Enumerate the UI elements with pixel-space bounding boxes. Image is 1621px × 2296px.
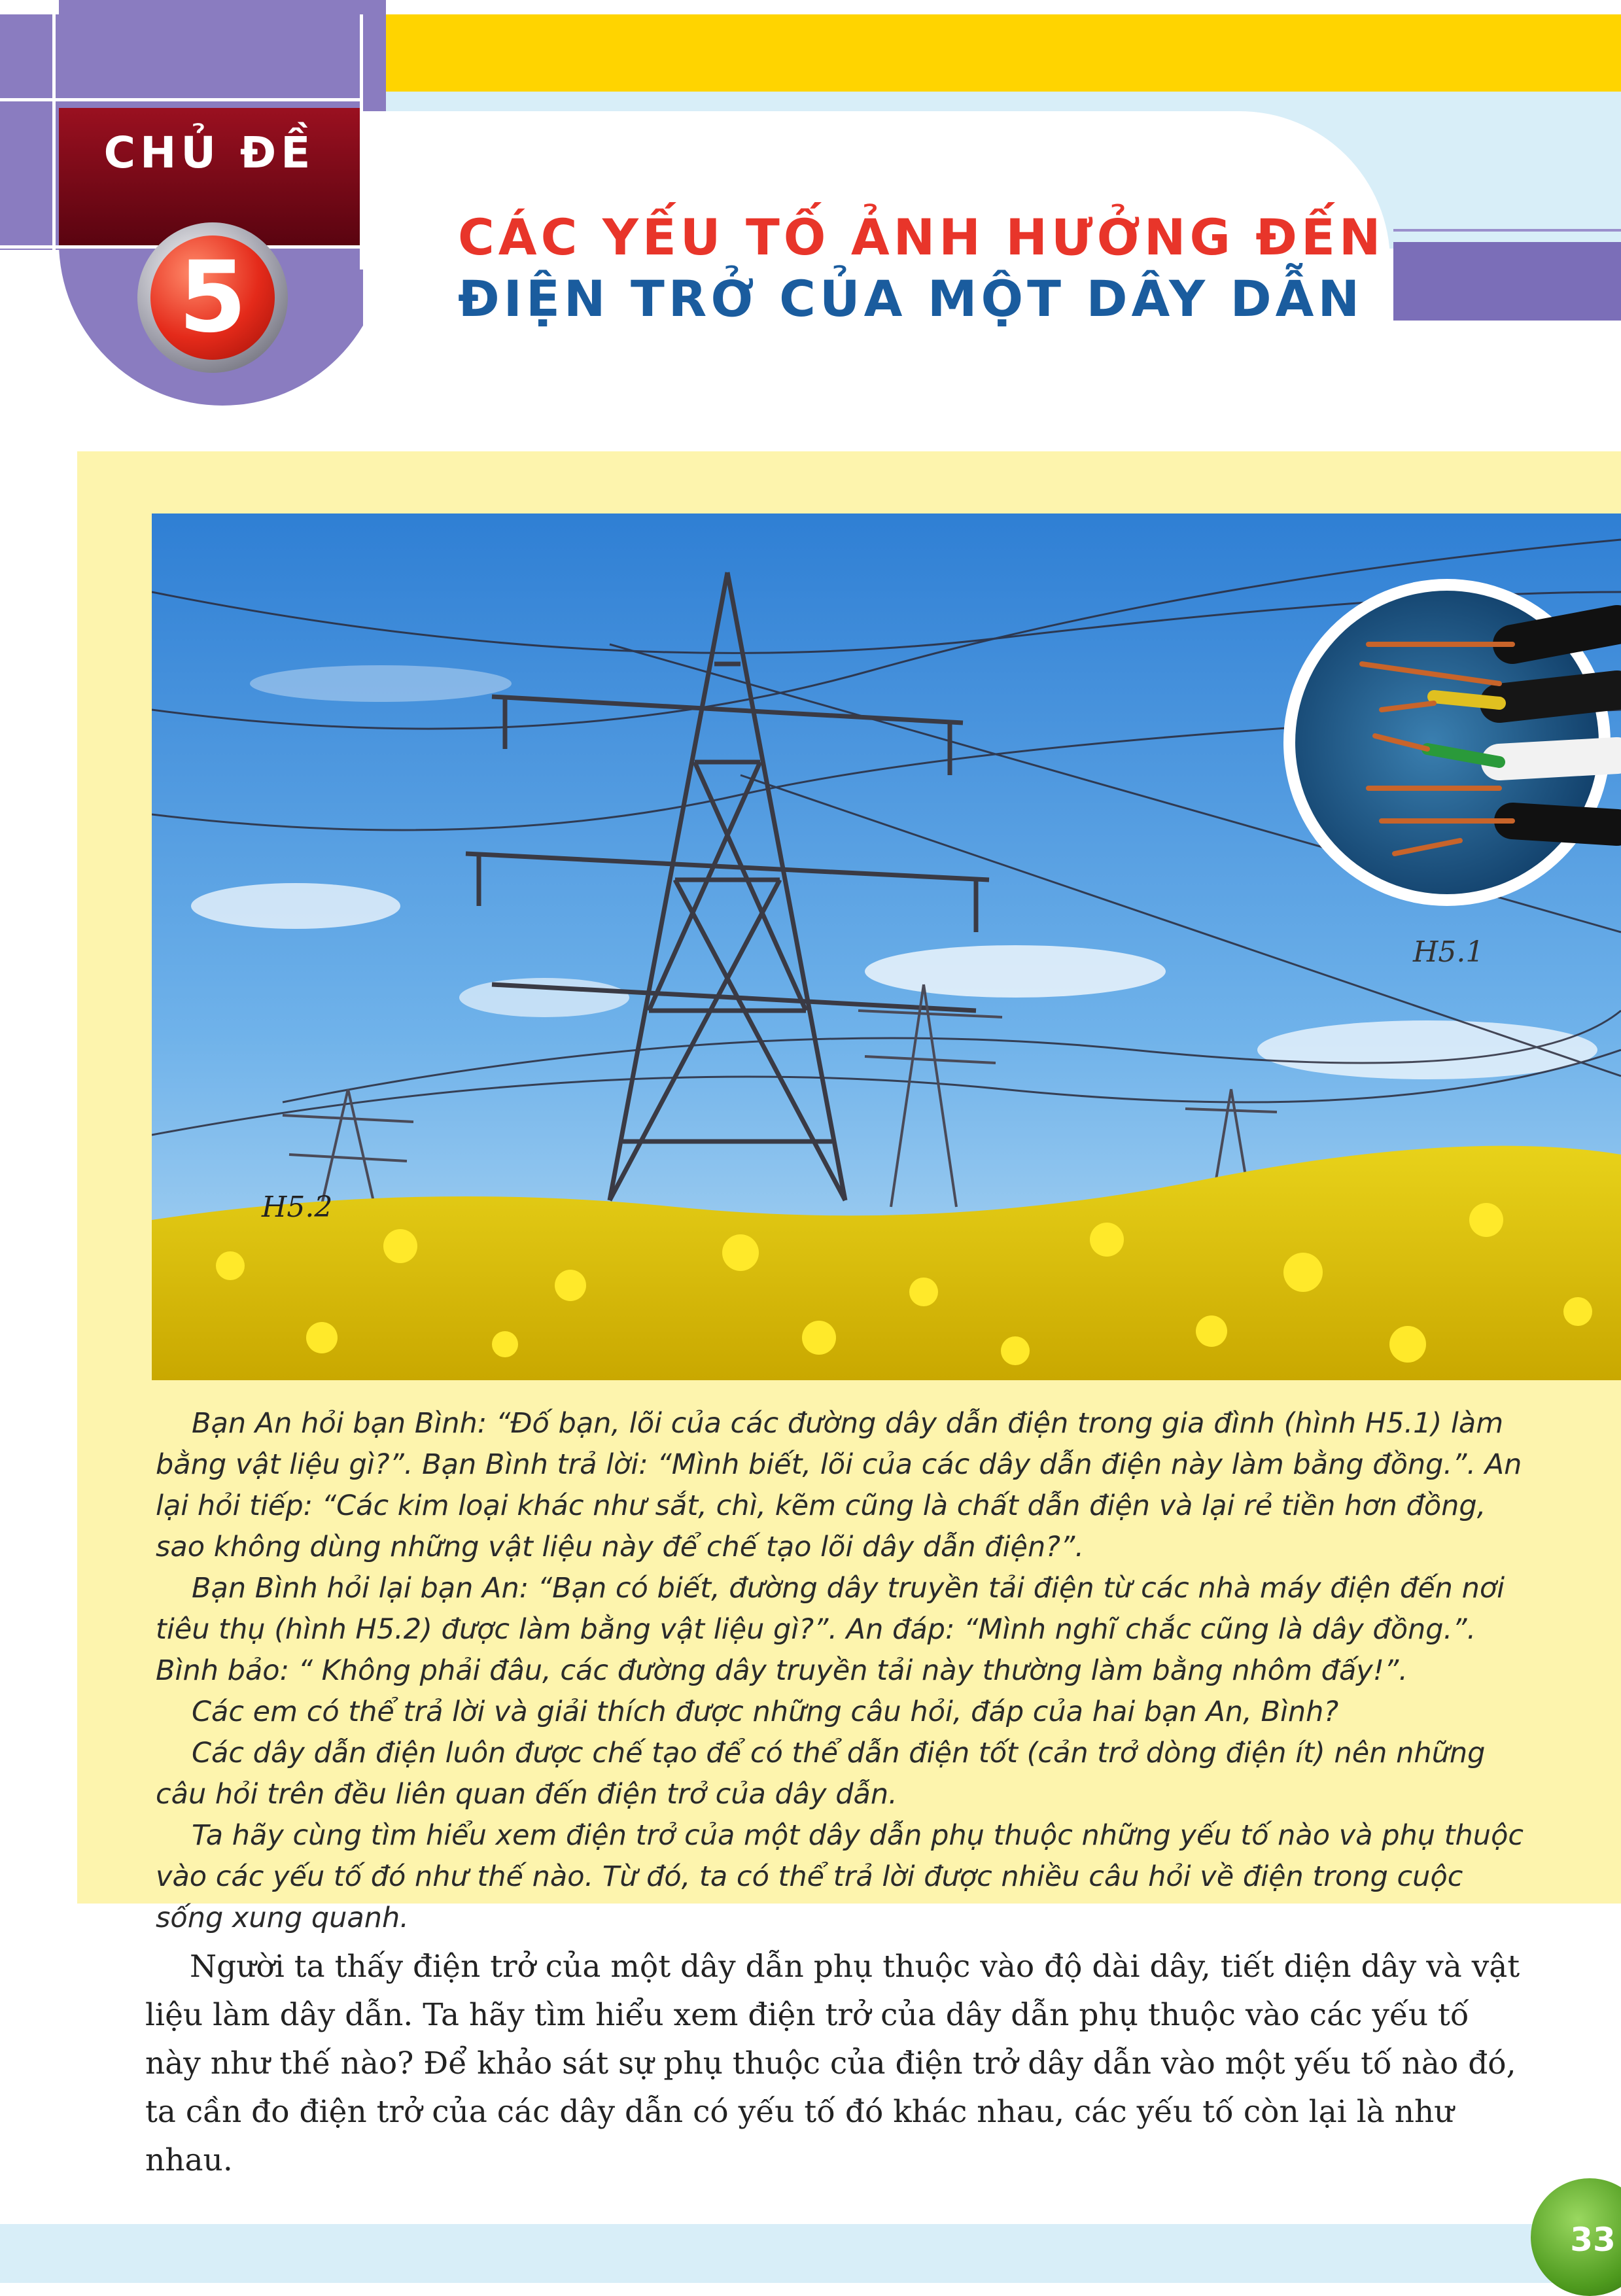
topic-number-badge: 5 [150, 235, 275, 360]
intro-paragraph: Các dây dẫn điện luôn được chế tạo để có thể dẫn điện tốt (cản trở dòng điện ít) nên những câu hỏi trên đều liên quan đến điện trở của dây dẫn. [156, 1737, 1486, 1811]
header-yellow-band [363, 14, 1621, 92]
page-number: 33 [1570, 2221, 1616, 2259]
power-lines-photo [152, 513, 1621, 1380]
topic-label: CHỦ ĐỀ [103, 128, 315, 178]
header-divider-line [52, 14, 56, 270]
header-right-bar [1393, 242, 1621, 321]
intro-dialogue [156, 1403, 1536, 1939]
header-right-stripe [1393, 229, 1621, 232]
footer-band [0, 2224, 1621, 2283]
intro-paragraph: Ta hãy cùng tìm hiểu xem điện trở của một dây dẫn phụ thuộc những yếu tố nào và phụ thuộc vào các yếu tố đó như thế nào. Từ đó, ta có thể trả lời được nhiều câu hỏi về điện trong cuộc sống xung quanh. [156, 1819, 1524, 1934]
intro-paragraph: Các em có thể trả lời và giải thích được những câu hỏi, đáp của hai bạn An, Bình? [192, 1696, 1339, 1728]
chapter-title-line2: ĐIỆN TRỞ CỦA MỘT DÂY DẪN [458, 270, 1364, 328]
header-divider-line [360, 14, 363, 270]
intro-paragraph: Bạn Bình hỏi lại bạn An: “Bạn có biết, đường dây truyền tải điện từ các nhà máy điện đến nơi tiêu thụ (hình H5.2) được làm bằng vật liệu gì?”. An đáp: “Mình nghĩ chắc cũng là dây đồng.”. Bình bảo: “ Không phải đâu, các đường dây truyền tải này thường làm bằng nhôm đấy!”. [156, 1572, 1505, 1687]
figure-caption-cable: H5.1 [1413, 935, 1484, 969]
figure-caption-towers: H5.2 [262, 1191, 333, 1224]
body-text [145, 1943, 1525, 2185]
intro-paragraph: Bạn An hỏi bạn Bình: “Đố bạn, lõi của các đường dây dẫn điện trong gia đình (hình H5.1) làm bằng vật liệu gì?”. Bạn Bình trả lời: “Mình biết, lõi của các dây dẫn điện này làm bằng đồng.”. An lại hỏi tiếp: “Các kim loại khác như sắt, chì, kẽm cũng là chất dẫn điện và lại rẻ tiền hơn đồng, sao không dùng những vật liệu này để chế tạo lõi dây dẫn điện?”. [156, 1407, 1522, 1563]
header-divider-line [0, 98, 363, 101]
body-paragraph: Người ta thấy điện trở của một dây dẫn phụ thuộc vào độ dài dây, tiết diện dây và vật liệu làm dây dẫn. Ta hãy tìm hiểu xem điện trở của dây dẫn phụ thuộc vào các yếu tố này như thế nào? Để khảo sát sự phụ thuộc của điện trở dây dẫn vào một yếu tố nào đó, ta cần đo điện trở của các dây dẫn có yếu tố đó khác nhau, các yếu tố còn lại là như nhau. [145, 1949, 1520, 2178]
chapter-title-line1: CÁC YẾU TỐ ẢNH HƯỞNG ĐẾN [458, 208, 1385, 266]
